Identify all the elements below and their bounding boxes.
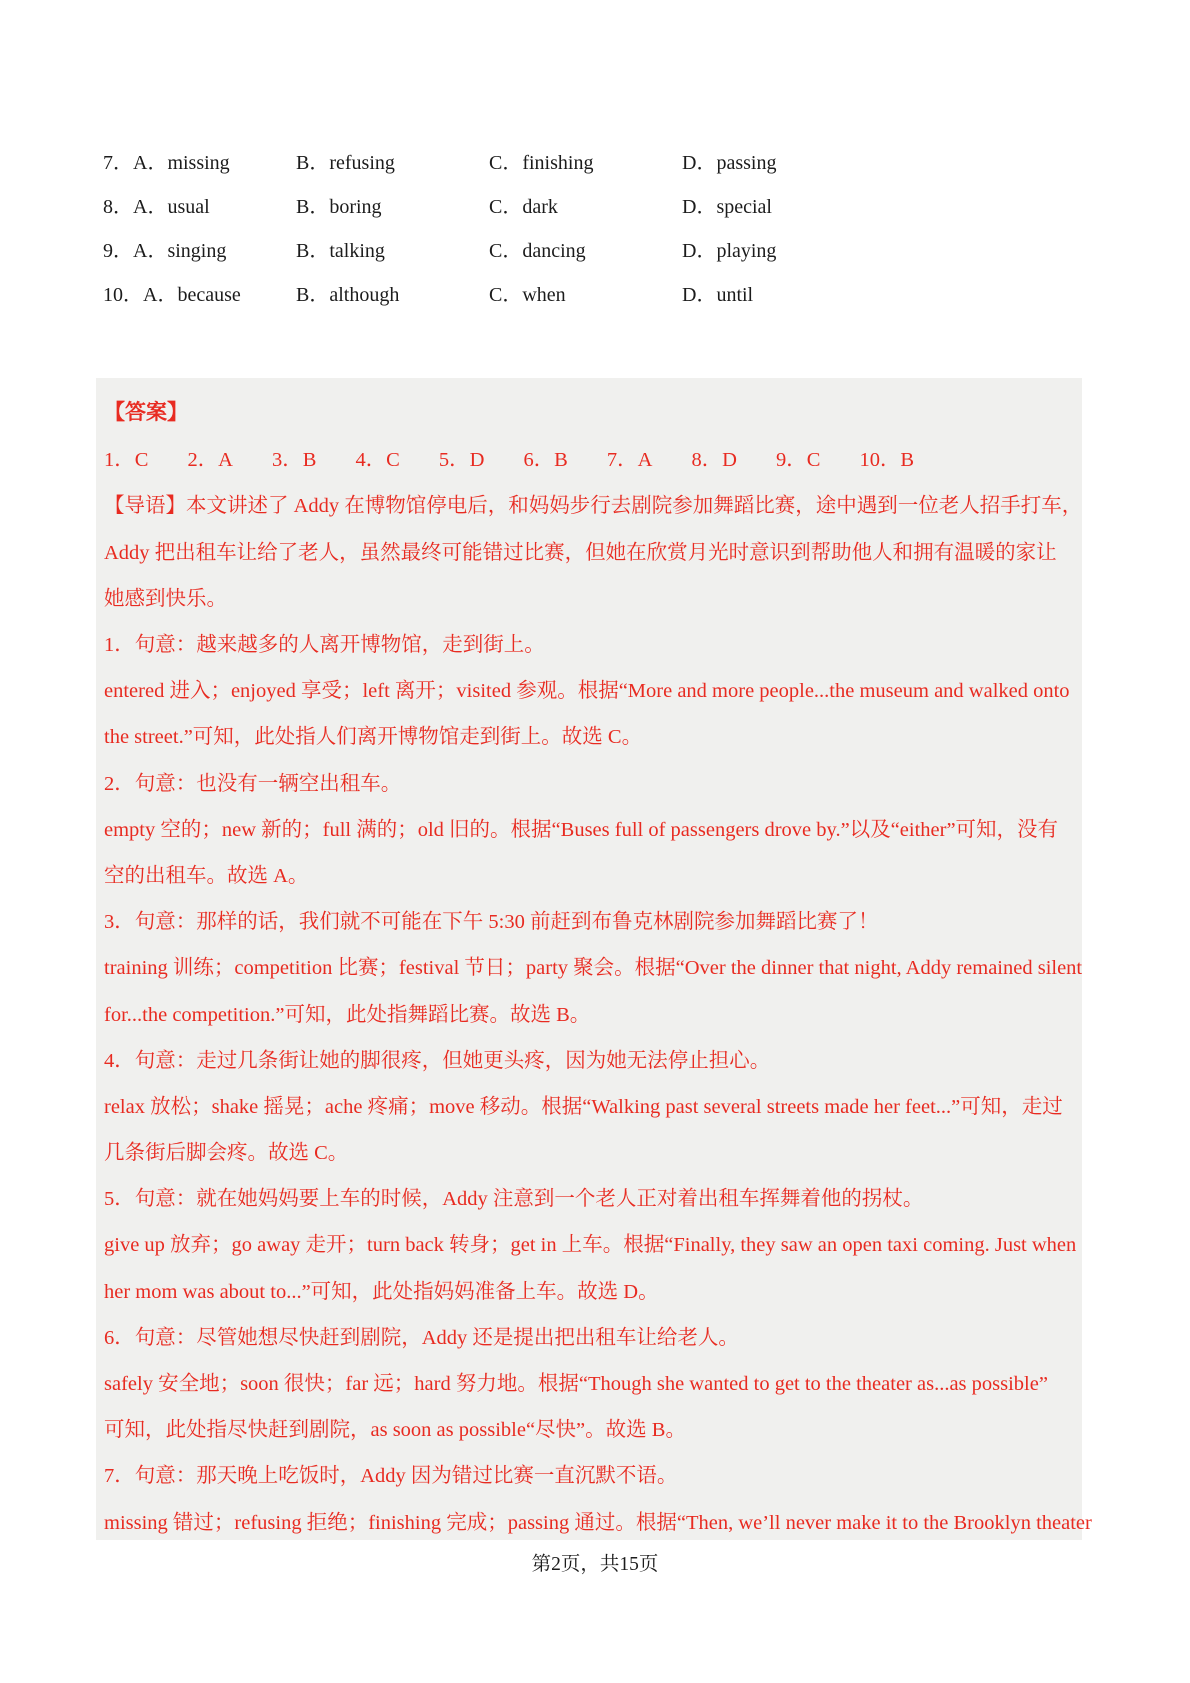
explanation-line: 几条街后脚会疼。故选 C。 bbox=[104, 1142, 349, 1165]
answer-key-row bbox=[104, 434, 1076, 480]
answer-item: 1．C bbox=[104, 449, 149, 472]
explanation-line: entered 进入；enjoyed 享受；left 离开；visited 参观。根据“More and more people...the museum and walked onto bbox=[104, 680, 1070, 703]
question-option: D．passing bbox=[682, 151, 777, 174]
explanation-line: training 训练；competition 比赛；festival 节日；party 聚会。根据“Over the dinner that night, Addy remained silent bbox=[104, 957, 1083, 980]
question-option: C．when bbox=[489, 283, 566, 306]
explanation-line: missing 错过；refusing 拒绝；finishing 完成；passing 通过。根据“Then, we’ll never make it to the Brooklyn theater bbox=[104, 1511, 1092, 1534]
answer-section-title: 【答案】 bbox=[104, 400, 188, 425]
question-option: B．although bbox=[296, 283, 400, 306]
explanation-line: 3．句意：那样的话，我们就不可能在下午 5:30 前赶到布鲁克林剧院参加舞蹈比赛了！ bbox=[104, 911, 879, 934]
explanation-line: empty 空的；new 新的；full 满的；old 旧的。根据“Buses full of passengers drove by.”以及“either”可知，没有 bbox=[104, 818, 1059, 841]
explanation-line: 5．句意：就在她妈妈要上车的时候，Addy 注意到一个老人正对着出租车挥舞着他的拐杖。 bbox=[104, 1188, 924, 1211]
question-option: D．special bbox=[682, 195, 772, 218]
page-number: 第2页，共15页 bbox=[531, 1554, 659, 1575]
explanation-lines bbox=[104, 480, 1092, 1542]
explanation-line: 她感到快乐。 bbox=[104, 587, 227, 610]
answer-item: 4．C bbox=[355, 449, 400, 472]
answer-item: 8．D bbox=[691, 449, 737, 472]
answer-panel bbox=[96, 378, 1092, 1540]
question-option: 7．A．missing bbox=[103, 151, 230, 174]
explanation-line: 可知，此处指尽快赶到剧院，as soon as possible“尽快”。故选 B。 bbox=[104, 1419, 686, 1442]
explanation-line: relax 放松；shake 摇晃；ache 疼痛；move 移动。根据“Walking past several streets made her feet...”可知，走过 bbox=[104, 1095, 1063, 1118]
question-option: 8．A．usual bbox=[103, 195, 210, 218]
question-option: C．finishing bbox=[489, 151, 594, 174]
question-option: D．until bbox=[682, 283, 754, 306]
answer-item: 6．B bbox=[523, 449, 568, 472]
explanation-line: 2．句意：也没有一辆空出租车。 bbox=[104, 772, 402, 795]
question-option: D．playing bbox=[682, 239, 777, 262]
explanation-line: 4．句意：走过几条街让她的脚很疼，但她更头疼，因为她无法停止担心。 bbox=[104, 1049, 771, 1072]
answer-item: 3．B bbox=[272, 449, 317, 472]
explanation-line: 【导语】本文讲述了 Addy 在博物馆停电后，和妈妈步行去剧院参加舞蹈比赛，途中遇到一位老人招手打车， bbox=[104, 495, 1083, 518]
question-option: B．talking bbox=[296, 239, 385, 262]
question-option: B．boring bbox=[296, 195, 382, 218]
explanation-line: 空的出租车。故选 A。 bbox=[104, 864, 309, 887]
question-option: 9．A．singing bbox=[103, 239, 227, 262]
explanation-line: the street.”可知，此处指人们离开博物馆走到街上。故选 C。 bbox=[104, 726, 643, 749]
explanation-line: 6．句意：尽管她想尽快赶到剧院，Addy 还是提出把出租车让给老人。 bbox=[104, 1326, 739, 1349]
explanation-line: Addy 把出租车让给了老人，虽然最终可能错过比赛，但她在欣赏月光时意识到帮助他人和拥有温暖的家让 bbox=[104, 541, 1057, 564]
answer-item: 5．D bbox=[438, 449, 485, 472]
question-option: 10．A．because bbox=[103, 283, 241, 306]
question-option: C．dancing bbox=[489, 239, 586, 262]
question-option: C．dark bbox=[489, 195, 558, 218]
explanation-line: safely 安全地；soon 很快；far 远；hard 努力地。根据“Though she wanted to get to the theater as...as possible” bbox=[104, 1373, 1048, 1396]
question-row bbox=[103, 182, 1103, 226]
explanation-line: give up 放弃；go away 走开；turn back 转身；get in 上车。根据“Finally, they saw an open taxi coming. Just when bbox=[104, 1234, 1077, 1257]
answer-item: 2．A bbox=[187, 449, 233, 472]
question-row bbox=[103, 270, 1103, 314]
question-options-block bbox=[103, 138, 1103, 314]
question-row bbox=[103, 138, 1103, 182]
question-option: B．refusing bbox=[296, 151, 395, 174]
answer-item: 7．A bbox=[606, 449, 653, 472]
explanation-line: for...the competition.”可知，此处指舞蹈比赛。故选 B。 bbox=[104, 1003, 591, 1026]
explanation-line: 7．句意：那天晚上吃饭时，Addy 因为错过比赛一直沉默不语。 bbox=[104, 1465, 678, 1488]
answer-item: 9．C bbox=[776, 449, 821, 472]
explanation-line: 1．句意：越来越多的人离开博物馆，走到街上。 bbox=[104, 634, 545, 657]
explanation-line: her mom was about to...”可知，此处指妈妈准备上车。故选 D。 bbox=[104, 1280, 659, 1303]
question-row bbox=[103, 226, 1103, 270]
answer-item: 10．B bbox=[859, 449, 915, 472]
